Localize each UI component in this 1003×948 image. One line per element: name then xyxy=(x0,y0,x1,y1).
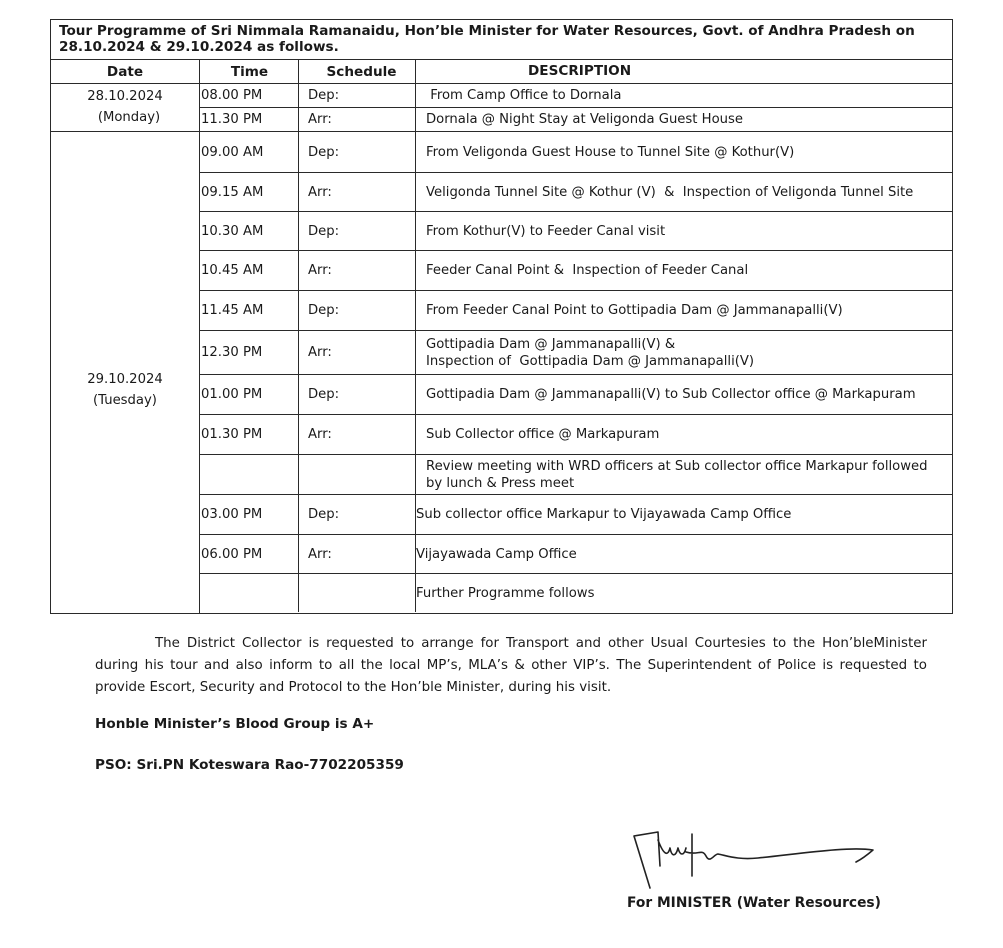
request-paragraph xyxy=(95,633,927,699)
paragraph-text: The District Collector is requested to arrange for Transport and other Usual Courtesies to the Hon’bleMinister during his tour and also inform to all the local MP’s, MLA’s & other VIP’s. The Superintendent of Police is requested to provide Escort, Security and Protocol to the Hon’ble Minister, during his visit. xyxy=(95,636,927,695)
table-row xyxy=(200,108,952,132)
signature-icon xyxy=(628,826,888,896)
time-cell: 03.00 PM xyxy=(200,495,299,534)
description-line: Review meeting with WRD officers at Sub collector office Markapur followed xyxy=(426,458,928,474)
time-cell: 10.45 AM xyxy=(200,251,299,290)
schedule-cell: Dep: xyxy=(299,84,416,107)
schedule-cell: Dep: xyxy=(299,495,416,534)
description-cell: Feeder Canal Point & Inspection of Feeder Canal xyxy=(426,263,749,278)
pso-contact: PSO: Sri.PN Koteswara Rao-7702205359 xyxy=(95,757,404,773)
date-text: 28.10.2024 xyxy=(87,89,163,104)
schedule-cell: Arr: xyxy=(299,535,416,573)
time-cell: 09.15 AM xyxy=(200,173,299,211)
table-row xyxy=(200,375,952,415)
description-cell: Sub collector office Markapur to Vijayawada Camp Office xyxy=(416,507,792,522)
schedule-cell: Arr: xyxy=(299,173,416,211)
time-cell: 12.30 PM xyxy=(200,331,299,374)
table-row xyxy=(200,495,952,535)
table-header-row xyxy=(51,60,952,84)
table-row xyxy=(200,251,952,291)
document-title: Tour Programme of Sri Nimmala Ramanaidu, Hon’ble Minister for Water Resources, Govt. of Andhra Pradesh on 28.10.2024 & 29.10.2024 as follows. xyxy=(51,20,952,60)
table-row xyxy=(200,173,952,212)
description-cell xyxy=(416,455,952,494)
header-time: Time xyxy=(200,60,299,83)
time-cell: 11.30 PM xyxy=(200,108,299,131)
table-row xyxy=(200,291,952,331)
schedule-rows xyxy=(200,84,952,613)
time-cell: 01.00 PM xyxy=(200,375,299,414)
header-date: Date xyxy=(51,60,200,83)
description-cell: From Camp Office to Dornala xyxy=(426,88,622,103)
day-text: (Monday) xyxy=(97,110,161,125)
description-line: Inspection of Gottipadia Dam @ Jammanapalli(V) xyxy=(426,353,755,369)
table-row xyxy=(200,415,952,455)
description-cell: Sub Collector office @ Markapuram xyxy=(426,427,660,442)
description-line: by lunch & Press meet xyxy=(426,475,575,491)
header-schedule: Schedule xyxy=(299,60,416,83)
schedule-cell: Arr: xyxy=(299,108,416,131)
time-cell: 06.00 PM xyxy=(200,535,299,573)
table-row xyxy=(200,331,952,375)
description-line: Gottipadia Dam @ Jammanapalli(V) & xyxy=(426,336,676,352)
table-row xyxy=(200,574,952,612)
description-cell xyxy=(416,331,952,374)
schedule-cell: Dep: xyxy=(299,375,416,414)
blood-group-note: Honble Minister’s Blood Group is A+ xyxy=(95,716,375,732)
description-cell: From Kothur(V) to Feeder Canal visit xyxy=(426,223,666,239)
schedule-table xyxy=(50,19,953,614)
description-cell: Dornala @ Night Stay at Veligonda Guest House xyxy=(426,112,743,127)
time-cell: 09.00 AM xyxy=(200,132,299,172)
time-cell: 11.45 AM xyxy=(200,291,299,330)
schedule-cell: Arr: xyxy=(299,415,416,454)
schedule-cell: Arr: xyxy=(299,251,416,290)
time-cell xyxy=(200,455,299,494)
schedule-cell xyxy=(299,455,416,494)
schedule-cell: Dep: xyxy=(299,212,416,250)
table-row xyxy=(200,132,952,173)
date-group-28 xyxy=(51,84,199,132)
time-cell: 01.30 PM xyxy=(200,415,299,454)
date-group-29 xyxy=(51,132,199,613)
table-row xyxy=(200,535,952,574)
description-cell: Gottipadia Dam @ Jammanapalli(V) to Sub Collector office @ Markapuram xyxy=(426,387,916,402)
table-row xyxy=(200,84,952,108)
schedule-cell: Dep: xyxy=(299,291,416,330)
date-column xyxy=(51,84,200,613)
date-text: 29.10.2024 xyxy=(87,372,163,387)
table-row xyxy=(200,212,952,251)
signoff-text: For MINISTER (Water Resources) xyxy=(627,895,881,911)
time-cell xyxy=(200,574,299,612)
schedule-cell: Dep: xyxy=(299,132,416,172)
header-description: DESCRIPTION xyxy=(528,63,632,79)
table-row xyxy=(200,455,952,495)
table-body xyxy=(51,84,952,613)
description-cell: Further Programme follows xyxy=(416,585,595,601)
description-cell: From Feeder Canal Point to Gottipadia Dam @ Jammanapalli(V) xyxy=(426,303,843,318)
description-cell: From Veligonda Guest House to Tunnel Site @ Kothur(V) xyxy=(426,144,795,160)
time-cell: 08.00 PM xyxy=(200,84,299,107)
description-cell: Vijayawada Camp Office xyxy=(416,546,577,562)
schedule-cell: Arr: xyxy=(299,331,416,374)
day-text: (Tuesday) xyxy=(93,393,157,408)
description-cell: Veligonda Tunnel Site @ Kothur (V) & Inspection of Veligonda Tunnel Site xyxy=(426,184,914,200)
schedule-cell xyxy=(299,574,416,612)
time-cell: 10.30 AM xyxy=(200,212,299,250)
